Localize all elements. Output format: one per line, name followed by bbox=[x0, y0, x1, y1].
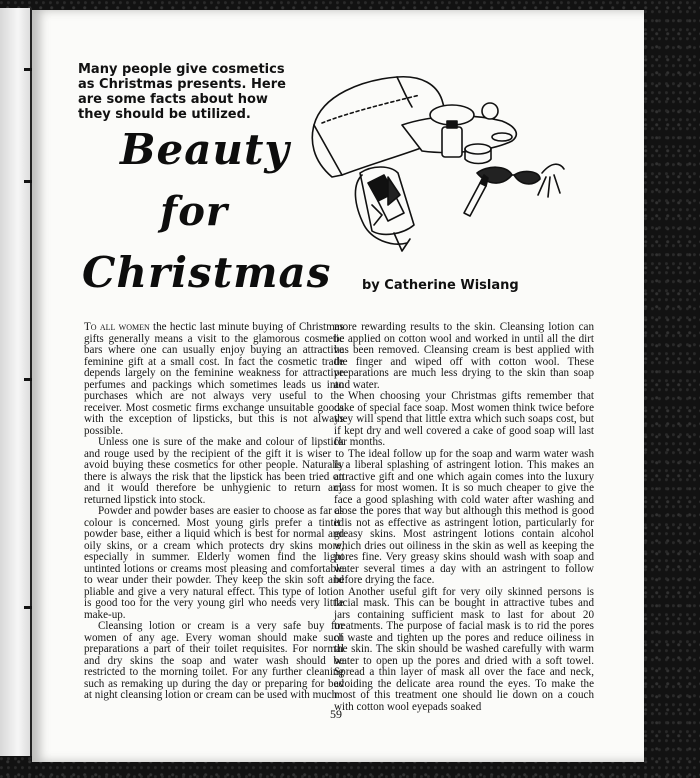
page-number: 59 bbox=[330, 707, 342, 721]
paragraph: When choosing your Christmas gifts remember that cake of special face soap. Most women think twice before they will spend that little extra which such soaps cost, but if kept dry and well covered a cake of good soap will last for months. bbox=[334, 390, 594, 448]
paragraph: Unless one is sure of the make and colour of lipstick and rouge used by the recipient of the gift it is wiser to avoid buying these cosmetics for other people. Naturally there is always the risk that the lipstick has been tried on and it would therefore be unhygienic to return any returned lipstick into stock. bbox=[84, 436, 344, 506]
paragraph: more rewarding results to the skin. Cleansing lotion can be applied on cotton wool and worked in until all the dirt has been removed. Cleansing cream is best applied with the finger and wiped off with cotton wool. These preparations are much less drying to the skin than soap and water. bbox=[334, 321, 594, 391]
intro-text: Many people give cosmetics as Christmas presents. Here are some facts about how they should be utilized. bbox=[78, 62, 286, 122]
cosmetics-bag-illustration bbox=[302, 65, 574, 260]
paragraph: The ideal follow up for the soap and warm water wash is a liberal splashing of astringent lotion. This makes an attractive gift and one which again comes into the luxury class for most women. It is so much cheaper to give the face a good splashing with cold water after washing and close the pores that way but although this method is good it is not as effective as astringent lotion, particularly for greasy skins. Most astringent lotions contain alcohol which dries out oiliness in the skin as well as keeping the pores fine. Very greasy skins should wash with soap and water several times a day with an astringent to follow before drying the face. bbox=[334, 447, 594, 586]
paragraph-text: the hectic last minute buying of Christmas gifts generally means a visit to the glamorous cosmetic bars where one can usually enjoy buying an attractive feminine gift at a small cost. In fact the cosmetic trade depends largely on the feminine weakness for attractive perfumes and packings which sometimes leads us into purchases which are not always very useful to the receiver. Most cosmetic firms exchange unsuitable goods with the exception of lipsticks, but this is not always possible. bbox=[84, 321, 344, 437]
paragraph: Another useful gift for very oily skinned persons is facial mask. This can be bought in attractive tubes and jars containing sufficient mask to last for about 20 treatments. The purpose of facial mask is to rid the pores of waste and tighten up the pores and reduce oiliness in the skin. The skin should be washed carefully with warm water to open up the pores and dried with a soft towel. Spread a thin layer of mask all over the face and neck, avoiding the delicate area round the eyes. To make the most of this treatment one should lie down on a couch with cotton wool eyepads soaked bbox=[334, 585, 594, 713]
facing-page-edge bbox=[0, 8, 32, 756]
article-column-right bbox=[334, 322, 594, 713]
author-byline: by Catherine Wislang bbox=[362, 278, 519, 293]
article-column-left bbox=[84, 322, 344, 702]
title-line-3: Christmas bbox=[82, 248, 332, 297]
title-line-1: Beauty bbox=[120, 125, 290, 174]
paragraph: Cleansing lotion or cream is a very safe buy for women of any age. Every woman should make such preparations a part of their toilet requisites. For normal and dry skins the soap and water wash should be restricted to the morning toilet. For any further cleaning such as remaking up during the day or preparing for bed at night cleansing lotion or cream can be used with much bbox=[84, 620, 344, 701]
magazine-page bbox=[32, 10, 644, 762]
paragraph bbox=[84, 322, 344, 437]
title-line-2: for bbox=[160, 188, 228, 235]
lead-in-text: To all women bbox=[84, 321, 150, 333]
paragraph: Powder and powder bases are easier to choose as far as colour is concerned. Most young girls prefer a tinted powder base, either a liquid which is best for normal and oily skins, or a cream which protects dry skins more, especially in summer. Elderly women find the light untinted lotions or creams most pleasing and comfortable to wear under their powder. They keep the skin soft and pliable and give a very natural effect. This type of lotion is good too for the very young girl who needs very little make-up. bbox=[84, 505, 344, 621]
